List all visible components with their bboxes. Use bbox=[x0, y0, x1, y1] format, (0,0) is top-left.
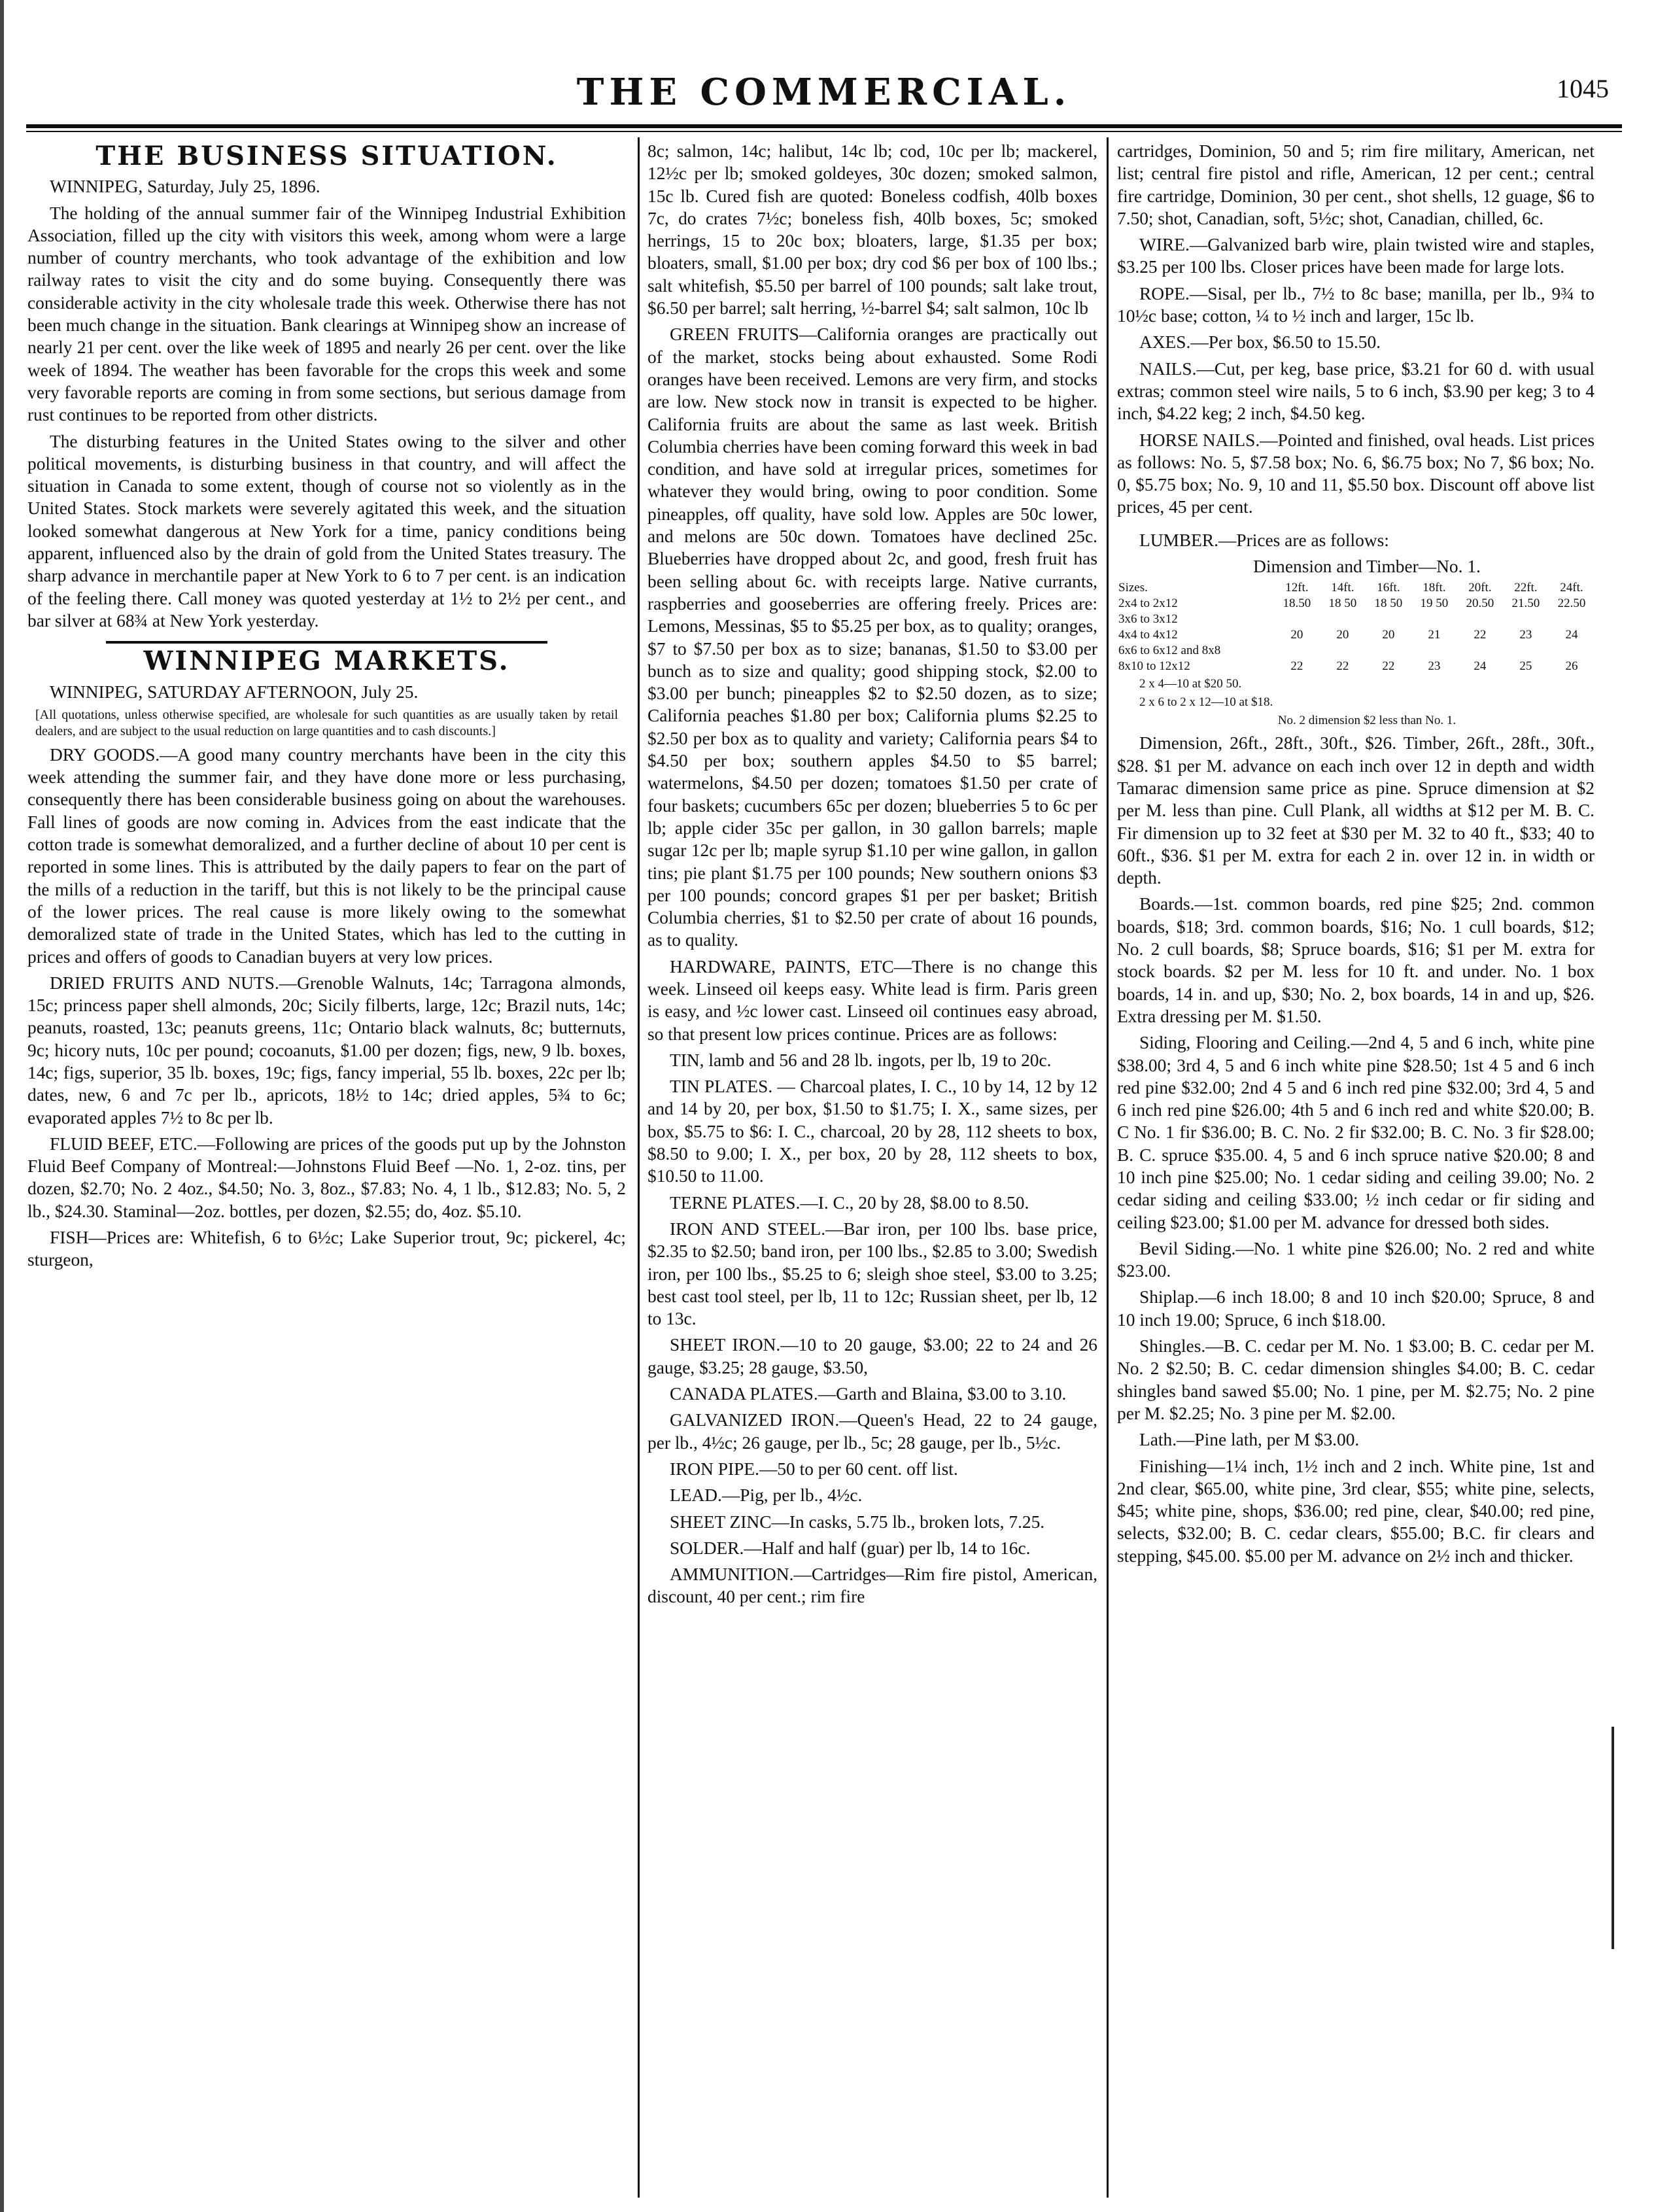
lumber-price-table bbox=[1117, 580, 1595, 674]
bevil-siding-paragraph: Bevil Siding.—No. 1 white pine $26.00; No. 2 red and white $23.00. bbox=[1117, 1238, 1595, 1281]
winnipeg-markets-heading: WINNIPEG MARKETS. bbox=[143, 646, 510, 677]
ammunition-continued: cartridges, Dominion, 50 and 5; rim fire military, American, net list; central fire pistol and rifle, American, 12 per cent.; central fire cartridge, Dominion, 30 per cent., shot shells, 12 guage, $6 to 7.50; shot, Canadian, soft, 5½c; shot, Canadian, chilled, 6c. bbox=[1117, 141, 1595, 228]
table-cell: 19 50 bbox=[1420, 596, 1449, 611]
table-cell: 20 bbox=[1290, 628, 1303, 642]
dateline: WINNIPEG, Saturday, July 25, 1896. bbox=[50, 177, 320, 197]
lead-paragraph: LEAD.—Pig, per lb., 4½c. bbox=[670, 1485, 863, 1506]
lumber-table-header bbox=[1117, 580, 1595, 596]
wire-paragraph: WIRE.—Galvanized barb wire, plain twisted wire and staples, $3.25 per 100 lbs. Closer prices have been made for large lots. bbox=[1117, 235, 1595, 277]
table-cell: 21 bbox=[1428, 628, 1441, 642]
masthead-title: THE COMMERCIAL. bbox=[576, 71, 1072, 114]
column-divider-1 bbox=[638, 137, 640, 2198]
table-cell: 23 bbox=[1519, 628, 1532, 642]
table-cell: 4x4 to 4x12 bbox=[1118, 628, 1178, 642]
table-header-cell: 18ft. bbox=[1423, 581, 1446, 595]
scan-mark bbox=[1612, 1727, 1614, 1949]
green-fruits-paragraph: GREEN FRUITS—California oranges are practically out of the market, stocks being about exhausted. Some Rodi oranges have been received. Lemons are very firm, and stocks are low. New stock now in transit is expected to be higher. California fruits are about the same as last week. British Columbia cherries have been coming forward this week in bad condition, and have sold at irregular prices, sometimes for whatever they would bring, owing to poor condition. Some pineapples, off quality, have sold low. Apples are 50c lower, and melons are 50c down. Tomatoes have declined 25c. Blueberries have dropped about 2c, and good, fresh fruit has been selling about 6c. with receipts large. Native currants, raspberries and gooseberries are offering freely. Prices are: Lemons, Messinas, $5 to $5.25 per box, as to quality; oranges, $7 to $7.50 per box as to size; bananas, $1.50 to $3.00 per bunch as to size and quality; good shipping stock, $2.00 to $3.00 per bunch; pineapples $2 to $2.50 dozen, as to size; California peaches $1.80 per box; California plums $2.25 to $2.50 per box as to quality and variety; California pears $4 to $4.50 per box; southern apples $4.50 to $5 barrel; watermelons, $4.50 per dozen; tomatoes $1.50 per crate of four baskets; cucumbers 65c per dozen; blueberries 5 to 6c per lb; apple cider 35c per gallon, in 30 gallon barrels; maple sugar 12c per lb; maple syrup $1.10 per wine gallon, in gallon tins; pie plant $1.75 per 100 pounds; New southern onions $3 per 100 pounds; concord grapes $1 per per basket; British Columbia cherries, $1 to $2.50 per crate of about 16 pounds, as to quality. bbox=[647, 324, 1097, 950]
fish-paragraph: FISH—Prices are: Whitefish, 6 to 6½c; Lake Superior trout, 9c; pickerel, 4c; sturgeon, bbox=[27, 1228, 626, 1270]
table-row bbox=[1117, 596, 1595, 612]
table-header-cell: 12ft. bbox=[1285, 581, 1309, 595]
table-cell: 8x10 to 12x12 bbox=[1118, 659, 1190, 674]
table-cell: 22 bbox=[1336, 659, 1349, 674]
lumber-note: No. 2 dimension $2 less than No. 1. bbox=[1277, 714, 1457, 728]
table-cell: 25 bbox=[1519, 659, 1532, 674]
table-cell: 6x6 to 6x12 and 8x8 bbox=[1118, 644, 1221, 658]
tin-plates-paragraph: TIN PLATES. — Charcoal plates, I. C., 10 by 14, 12 by 12 and 14 by 20, per box, $1.50 to $1.75; I. X., same sizes, per box, $5.75 to $6: I. C., charcoal, 20 by 28, 112 sheets to box, $8.50 to 9.00; I. X., per box, 20 by 28, 112 sheets to box, $10.50 to 11.00. bbox=[647, 1077, 1097, 1186]
lumber-note: 2 x 6 to 2 x 12—10 at $18. bbox=[1139, 695, 1273, 710]
section-separator bbox=[106, 641, 547, 644]
shiplap-paragraph: Shiplap.—6 inch 18.00; 8 and 10 inch $20.00; Spruce, 8 and 10 inch 19.00; Spruce, 6 inch $18.00. bbox=[1117, 1287, 1595, 1330]
lumber-intro: LUMBER.—Prices are as follows: bbox=[1139, 530, 1389, 550]
table-row bbox=[1117, 659, 1595, 674]
horse-nails-paragraph: HORSE NAILS.—Pointed and finished, oval heads. List prices as follows: No. 5, $7.58 box; No. 6, $6.75 box; No 7, $6 box; No. 0, $5.75 box; No. 9, 10 and 11, $5.50 box. Discount off above list prices, 45 per cent. bbox=[1117, 430, 1595, 517]
table-row bbox=[1117, 643, 1595, 659]
finishing-paragraph: Finishing—1¼ inch, 1½ inch and 2 inch. White pine, 1st and 2nd clear, $65.00, white pine, 3rd clear, $55; white pine, selects, $45; white pine, shops, $36.00; red pine, clear, $40.00; red pine, selects, $32.00; B. C. cedar clears, $55.00; B.C. fir clears and stepping, $45.00. $5.00 per M. advance on 2½ inch and thicker. bbox=[1117, 1456, 1595, 1566]
table-cell bbox=[1274, 643, 1595, 659]
column-divider-2 bbox=[1107, 137, 1109, 2198]
table-header-cell: Sizes. bbox=[1118, 581, 1148, 595]
canada-plates-paragraph: CANADA PLATES.—Garth and Blaina, $3.00 to 3.10. bbox=[670, 1384, 1067, 1404]
column-1 bbox=[27, 140, 626, 1271]
ammunition-paragraph: AMMUNITION.—Cartridges—Rim fire pistol, American, discount, 40 per cent.; rim fire bbox=[647, 1564, 1097, 1607]
table-cell: 24 bbox=[1474, 659, 1487, 674]
sheet-iron-paragraph: SHEET IRON.—10 to 20 gauge, $3.00; 22 to 24 and 26 gauge, $3.25; 28 gauge, $3.50, bbox=[647, 1335, 1097, 1377]
lath-paragraph: Lath.—Pine lath, per M $3.00. bbox=[1139, 1430, 1360, 1450]
fish-continued: 8c; salmon, 14c; halibut, 14c lb; cod, 10c per lb; mackerel, 12½c per lb; smoked goldeyes, 30c dozen; smoked salmon, 15c lb. Cured fish are quoted: Boneless codfish, 40lb boxes 7c, do crates 7½c; boneless fish, 40lb boxes, 5c; smoked herrings, 15 to 20c box; bloaters, large, $1.35 per box; bloaters, small, $1.00 per box; dry cod $6 per box of 100 lbs.; salt whitefish, $5.50 per barrel of 100 pounds; salt lake trout, $6.50 per barrel; salt herring, ½-barrel $4; salt salmon, 10c lb bbox=[647, 141, 1097, 319]
table-cell: 22 bbox=[1474, 628, 1487, 642]
boards-paragraph: Boards.—1st. common boards, red pine $25; 2nd. common boards, $18; 3rd. common boards, $16; No. 1 cull boards, $12; No. 2 cull boards, $8; Spruce boards, $16; $1 per M. extra for stock boards. $2 per M. less for 10 ft. and under. No. 1 box boards, 14 in. and up, $30; No. 2, box boards, 14 in and up, $26. Extra dressing per M. $1.50. bbox=[1117, 894, 1595, 1026]
table-cell: 3x6 to 3x12 bbox=[1118, 612, 1178, 627]
table-header-cell: 24ft. bbox=[1560, 581, 1583, 595]
table-cell: 22 bbox=[1382, 659, 1395, 674]
dry-goods-paragraph: DRY GOODS.—A good many country merchants have been in the city this week attending the summer fair, and they have done more or less purchasing, consequently there has been considerable business going on about the warehouses. Fall lines of goods are now coming in. Advices from the east indicate that the cotton trade is somewhat demoralized, and a further decline of about 10 per cent is reported in some lines. This is attributed by the daily papers to fear on the part of the mills of a reduction in the tariff, but this is not likely to be the principal cause of the lower prices. The real cause is more likely owing to the somewhat demoralized state of trade in the United States, which has led to the cutting in prices and offers of goods to Canadian buyers at very low prices. bbox=[27, 744, 626, 967]
siding-paragraph: Siding, Flooring and Ceiling.—2nd 4, 5 and 6 inch, white pine $38.00; 3rd 4, 5 and 6 inch white pine $28.50; 1st 4 5 and 6 inch red pine $32.00; 2nd 4 5 and 6 inch red pine $32.00; 3rd 4, 5 and 6 inch red pine $26.00; 4th 5 and 6 inch red and white $20.00; B. C No. 1 fir $36.00; B. C. No. 2 fir $32.00; B. C. No. 3 fir $28.00; B. C. spruce $35.00. 4, 5 and 6 inch spruce native $20.00; 8 and 10 inch pine $25.00; No. 1 cedar siding and ceiling 39.00; No. 2 cedar siding and ceiling $33.00; ½ inch cedar or fir siding and ceiling $23.00; $1.00 per M. advance for dressed both sides. bbox=[1117, 1033, 1595, 1232]
rope-paragraph: ROPE.—Sisal, per lb., 7½ to 8c base; manilla, per lb., 9¾ to 10½c base; cotton, ¼ to ½ inch and larger, 15c lb. bbox=[1117, 283, 1595, 326]
lumber-subheading: Dimension and Timber—No. 1. bbox=[1253, 557, 1481, 577]
dried-fruits-paragraph: DRIED FRUITS AND NUTS.—Grenoble Walnuts, 14c; Tarragona almonds, 15c; princess paper shell almonds, 20c; Sicily filberts, large, 12c; Brazil nuts, 14c; peanuts, roasted, 13c; peanuts greens, 11c; Ontario black walnuts, 8c; butternuts, 9c; hicory nuts, 10c per pound; cocoanuts, $1.00 per dozen; figs, new, 9 lb. boxes, 14c; figs, superior, 35 lb. boxes, 19c; figs, fancy imperial, 55 lb. boxes, 22c per lb; dates, new, 6 and 7c per lb., apricots, 18½ to 14c; dried apples, 5¾ to 6c; evaporated apples 7½ to 8c per lb. bbox=[27, 973, 626, 1128]
table-header-cell: 16ft. bbox=[1377, 581, 1400, 595]
table-cell: 18.50 bbox=[1283, 596, 1311, 611]
hardware-paragraph: HARDWARE, PAINTS, ETC—There is no change this week. Linseed oil keeps easy. White lead is firm. Paris green is easy, and ½c lower cast. Linseed oil continues easy abroad, so that present low prices continue. Prices are as follows: bbox=[647, 956, 1097, 1044]
shingles-paragraph: Shingles.—B. C. cedar per M. No. 1 $3.00; B. C. cedar per M. No. 2 $2.50; B. C. cedar dimension shingles $4.00; B. C. cedar shingles band sawed $5.00; No. 1 pine, per M. $2.75; No. 2 pine per M. $2.25; No. 3 pine per M. $2.00. bbox=[1117, 1336, 1595, 1423]
table-cell: 26 bbox=[1565, 659, 1578, 674]
table-cell: 24 bbox=[1565, 628, 1578, 642]
table-cell: 20.50 bbox=[1466, 596, 1494, 611]
quotation-note: [All quotations, unless otherwise specified, are wholesale for such quantities as are usually taken by retail dealers, and are subject to the usual reduction on large quantities and to cash discounts.] bbox=[35, 707, 618, 738]
table-row bbox=[1117, 612, 1595, 627]
dimension-paragraph: Dimension, 26ft., 28ft., 30ft., $26. Timber, 26ft., 28ft., 30ft., $28. $1 per M. advance on each inch over 12 in depth and width Tamarac dimension same price as pine. Spruce dimension at $2 per M. less than pine. Cull Plank, all widths at $12 per M. B. C. Fir dimension up to 32 feet at $30 per M. 32 to 40 ft., $33; 40 to 60ft., $36. $1 per M. extra for each 2 in. over 12 in. in width or depth. bbox=[1117, 733, 1595, 888]
masthead bbox=[26, 71, 1622, 122]
masthead-rule bbox=[26, 124, 1622, 128]
table-header-cell: 22ft. bbox=[1514, 581, 1538, 595]
terne-plates-paragraph: TERNE PLATES.—I. C., 20 by 28, $8.00 to 8.50. bbox=[670, 1192, 1029, 1213]
column-3 bbox=[1117, 140, 1595, 1567]
table-cell: 2x4 to 2x12 bbox=[1118, 596, 1178, 611]
page-number: 1045 bbox=[1557, 74, 1609, 103]
table-cell: 18 50 bbox=[1374, 596, 1403, 611]
galvanized-iron-paragraph: GALVANIZED IRON.—Queen's Head, 22 to 24 gauge, per lb., 4½c; 26 gauge, per lb., 5c; 28 gauge, per lb., 5½c. bbox=[647, 1410, 1097, 1453]
sheet-zinc-paragraph: SHEET ZINC—In casks, 5.75 lb., broken lots, 7.25. bbox=[670, 1512, 1045, 1532]
solder-paragraph: SOLDER.—Half and half (guar) per lb, 14 to 16c. bbox=[670, 1538, 1031, 1558]
table-cell: 22.50 bbox=[1557, 596, 1586, 611]
scan-edge bbox=[0, 0, 4, 2212]
table-cell: 22 bbox=[1290, 659, 1303, 674]
axes-paragraph: AXES.—Per box, $6.50 to 15.50. bbox=[1139, 332, 1381, 353]
table-cell: 20 bbox=[1382, 628, 1395, 642]
lumber-note: 2 x 4—10 at $20 50. bbox=[1139, 677, 1242, 691]
column-2 bbox=[647, 140, 1097, 1608]
tin-paragraph: TIN, lamb and 56 and 28 lb. ingots, per lb, 19 to 20c. bbox=[670, 1050, 1052, 1070]
table-cell bbox=[1274, 612, 1595, 627]
dateline: WINNIPEG, SATURDAY AFTERNOON, July 25. bbox=[50, 682, 419, 702]
table-cell: 21.50 bbox=[1511, 596, 1540, 611]
table-header-cell: 14ft. bbox=[1331, 581, 1354, 595]
paragraph: The disturbing features in the United States owing to the silver and other political movements, is disturbing business in that country, and will affect the situation in Canada to some extent, though of course not so violently as in the United States. Stock markets were severely agitated this week, and the situation looked somewhat dangerous at New York for a time, panicy conditions being apparent, influenced also by the drain of gold from the United States treasury. The sharp advance in merchantile paper at New York to 6 to 7 per cent. is an indication of the feeling there. Call money was quoted yesterday at 1½ to 2½ per cent., and bar silver at 68¾ at New York yesterday. bbox=[27, 431, 626, 631]
nails-paragraph: NAILS.—Cut, per keg, base price, $3.21 for 60 d. with usual extras; common steel wire nails, 5 to 6 inch, $3.90 per keg; 3 to 4 inch, $4.22 keg; 2 inch, $4.50 keg. bbox=[1117, 358, 1595, 424]
table-cell: 20 bbox=[1336, 628, 1349, 642]
fluid-beef-paragraph: FLUID BEEF, ETC.—Following are prices of the goods put up by the Johnston Fluid Beef Company of Montreal:—Johnstons Fluid Beef —No. 1, 2-oz. tins, per dozen, $2.70; No. 2 4oz., $4.50; No. 3, 8oz., $7.83; No. 4, 1 lb., $12.83; No. 5, 2 lb., $24.30. Staminal—2oz. bottles, per dozen, $2.55; do, 4oz. $5.10. bbox=[27, 1133, 626, 1221]
business-situation-heading: THE BUSINESS SITUATION. bbox=[95, 141, 558, 171]
table-cell: 23 bbox=[1428, 659, 1441, 674]
table-cell: 18 50 bbox=[1328, 596, 1357, 611]
table-header-cell: 20ft. bbox=[1468, 581, 1492, 595]
table-row bbox=[1117, 627, 1595, 643]
iron-pipe-paragraph: IRON PIPE.—50 to per 60 cent. off list. bbox=[670, 1459, 958, 1479]
iron-steel-paragraph: IRON AND STEEL.—Bar iron, per 100 lbs. base price, $2.35 to $2.50; band iron, per 100 lbs., $2.85 to 3.00; Swedish iron, per 100 lbs., $5.25 to 6; sleigh shoe steel, $3.00 to 3.25; best cast tool steel, per lb, 11 to 12c; Russian sheet, per lb, 12 to 13c. bbox=[647, 1218, 1097, 1329]
paragraph: The holding of the annual summer fair of the Winnipeg Industrial Exhibition Association, filled up the city with visitors this week, among whom were a large number of country merchants, who took advantage of the exhibition and low railway rates to visit the city and do some buying. Consequently there was considerable activity in the city wholesale trade this week. Otherwise there has not been much change in the situation. Bank clearings at Winnipeg show an increase of nearly 21 per cent. over the like week of 1895 and nearly 26 per cent. over the like week of 1894. The weather has been favorable for the crops this week and some very favorable reports are coming in from some sections, but serious damage from rust continues to be reported from other districts. bbox=[27, 203, 626, 425]
masthead-rule-thin bbox=[26, 131, 1622, 132]
